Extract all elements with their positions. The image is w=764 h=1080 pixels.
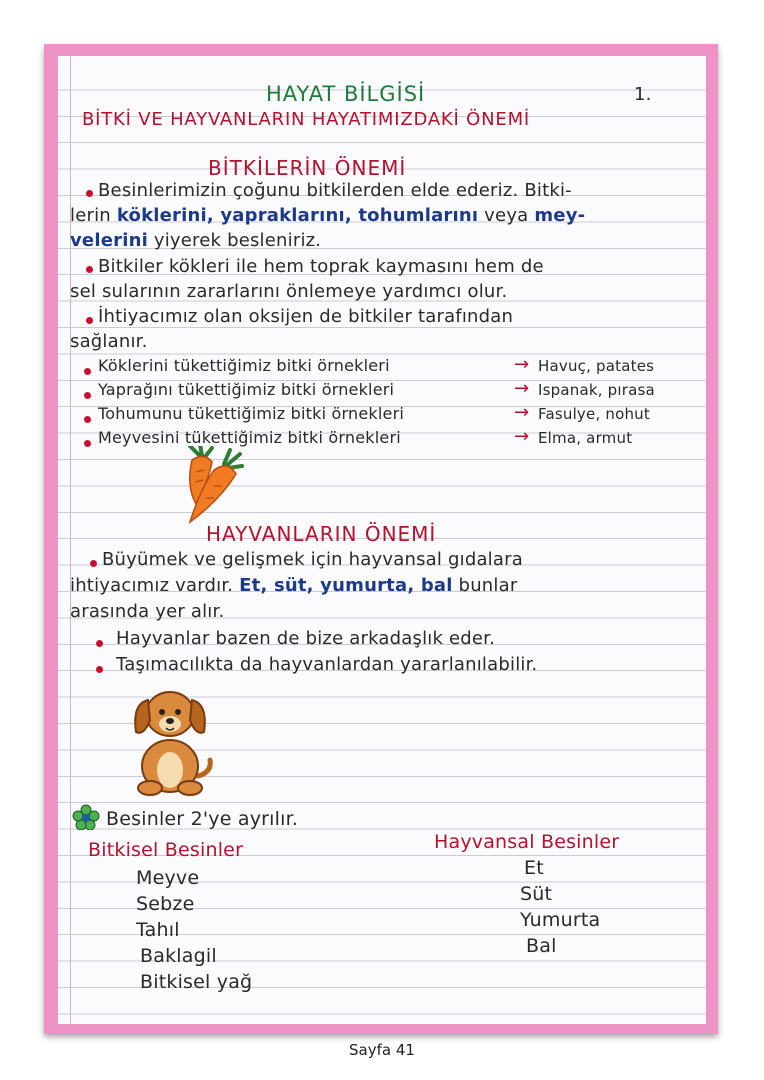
plants-section-title: BİTKİLERİN ÖNEMİ <box>208 156 407 180</box>
arrow-icon: → <box>514 402 530 423</box>
animal-nutrients-heading: Hayvansal Besinler <box>434 831 620 853</box>
bullet <box>84 416 91 423</box>
plants-para3-line2: sağlanır. <box>70 331 148 352</box>
bullet <box>96 640 103 647</box>
bullet <box>96 666 103 673</box>
animals-para1-line3: arasında yer alır. <box>70 601 225 622</box>
bullet <box>86 317 93 324</box>
bullet <box>84 440 91 447</box>
subject-title: HAYAT BİLGİSİ <box>266 82 426 106</box>
animals-section-title: HAYVANLARIN ÖNEMİ <box>206 522 437 546</box>
nutrients-intro: Besinler 2'ye ayrılır. <box>106 808 299 830</box>
plants-para2-line2: sel sularının zararlarını önlemeye yardımcı olur. <box>70 281 508 302</box>
example-text: Meyvesini tükettiğimiz bitki örnekleri <box>98 428 401 447</box>
example-answer: Ispanak, pırasa <box>538 381 655 399</box>
example-answer: Havuç, patates <box>538 357 655 375</box>
list-item: Meyve <box>136 867 200 889</box>
example-text: Tohumunu tükettiğimiz bitki örnekleri <box>98 404 405 423</box>
list-item: Et <box>524 857 544 879</box>
plants-para1-line1: Besinlerimizin çoğunu bitkilerden elde ederiz. Bitki- <box>98 180 572 201</box>
bullet <box>86 266 93 273</box>
example-answer: Fasulye, nohut <box>538 405 650 423</box>
arrow-icon: → <box>514 426 530 447</box>
animals-para1-line1: Büyümek ve gelişmek için hayvansal gıdalara <box>102 549 523 570</box>
list-item: Yumurta <box>520 909 601 931</box>
animals-bullet-2: Taşımacılıkta da hayvanlardan yararlanılabilir. <box>116 654 538 675</box>
highlight-plant-parts: köklerini, yapraklarını, tohumlarını <box>116 205 479 226</box>
arrow-icon: → <box>514 354 530 375</box>
puppy-icon <box>128 684 214 796</box>
list-item: Baklagil <box>140 945 217 967</box>
bullet <box>84 368 91 375</box>
example-text: Köklerini tükettiğimiz bitki örnekleri <box>98 356 390 375</box>
page-marker: 1. <box>634 84 652 105</box>
arrow-icon: → <box>514 378 530 399</box>
animals-bullet-1: Hayvanlar bazen de bize arkadaşlık eder. <box>116 628 496 649</box>
margin-line <box>70 56 71 1024</box>
list-item: Süt <box>520 883 553 905</box>
plants-para1-line2: lerin köklerini, yapraklarını, tohumlarını veya mey- <box>70 205 586 226</box>
list-item: Bitkisel yağ <box>140 971 253 993</box>
bullet <box>90 560 97 567</box>
bullet <box>84 392 91 399</box>
carrot-icon <box>178 446 254 526</box>
topic-title: BİTKİ VE HAYVANLARIN HAYATIMIZDAKİ ÖNEMİ <box>82 109 531 130</box>
list-item: Bal <box>526 935 557 957</box>
animals-para1-line2: ihtiyacımız vardır. Et, süt, yumurta, bal bunlar <box>70 575 518 596</box>
plants-para1-line3: velerini yiyerek besleniriz. <box>70 230 322 251</box>
example-answer: Elma, armut <box>538 429 633 447</box>
highlight-animal-foods: Et, süt, yumurta, bal <box>239 575 453 596</box>
page-number: Sayfa 41 <box>349 1041 415 1059</box>
bullet <box>86 190 93 197</box>
flower-icon <box>72 804 100 830</box>
plants-para2-line1: Bitkiler kökleri ile hem toprak kaymasını hem de <box>98 256 544 277</box>
plants-para3-line1: İhtiyacımız olan oksijen de bitkiler tarafından <box>98 306 514 327</box>
list-item: Tahıl <box>136 919 180 941</box>
example-text: Yaprağını tükettiğimiz bitki örnekleri <box>98 380 395 399</box>
list-item: Sebze <box>136 893 195 915</box>
plant-nutrients-heading: Bitkisel Besinler <box>88 839 244 861</box>
notebook-page <box>58 56 706 1024</box>
